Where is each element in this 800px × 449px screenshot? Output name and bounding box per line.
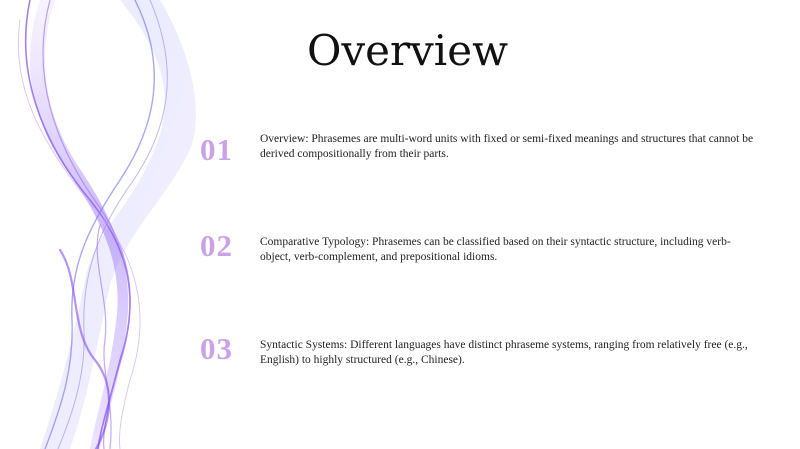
list-item (200, 132, 760, 182)
item-number: 01 (200, 132, 233, 167)
item-number: 03 (200, 331, 233, 366)
item-text: Comparative Typology: Phrasemes can be classified based on their syntactic structure, including verb-object, verb-complement, and prepositional idioms. (260, 236, 731, 263)
list-item (200, 228, 760, 278)
item-number: 02 (200, 228, 233, 263)
list-item (200, 331, 760, 381)
slide-title: Overview (306, 26, 509, 75)
decorative-wave-ribbon (0, 0, 200, 449)
item-text: Syntactic Systems: Different languages have distinct phraseme systems, ranging from relatively free (e.g., English) to highly structured (e.g., Chinese). (260, 339, 748, 366)
item-text: Overview: Phrasemes are multi-word units with fixed or semi-fixed meanings and structures that cannot be derived compositionally from their parts. (260, 133, 754, 160)
